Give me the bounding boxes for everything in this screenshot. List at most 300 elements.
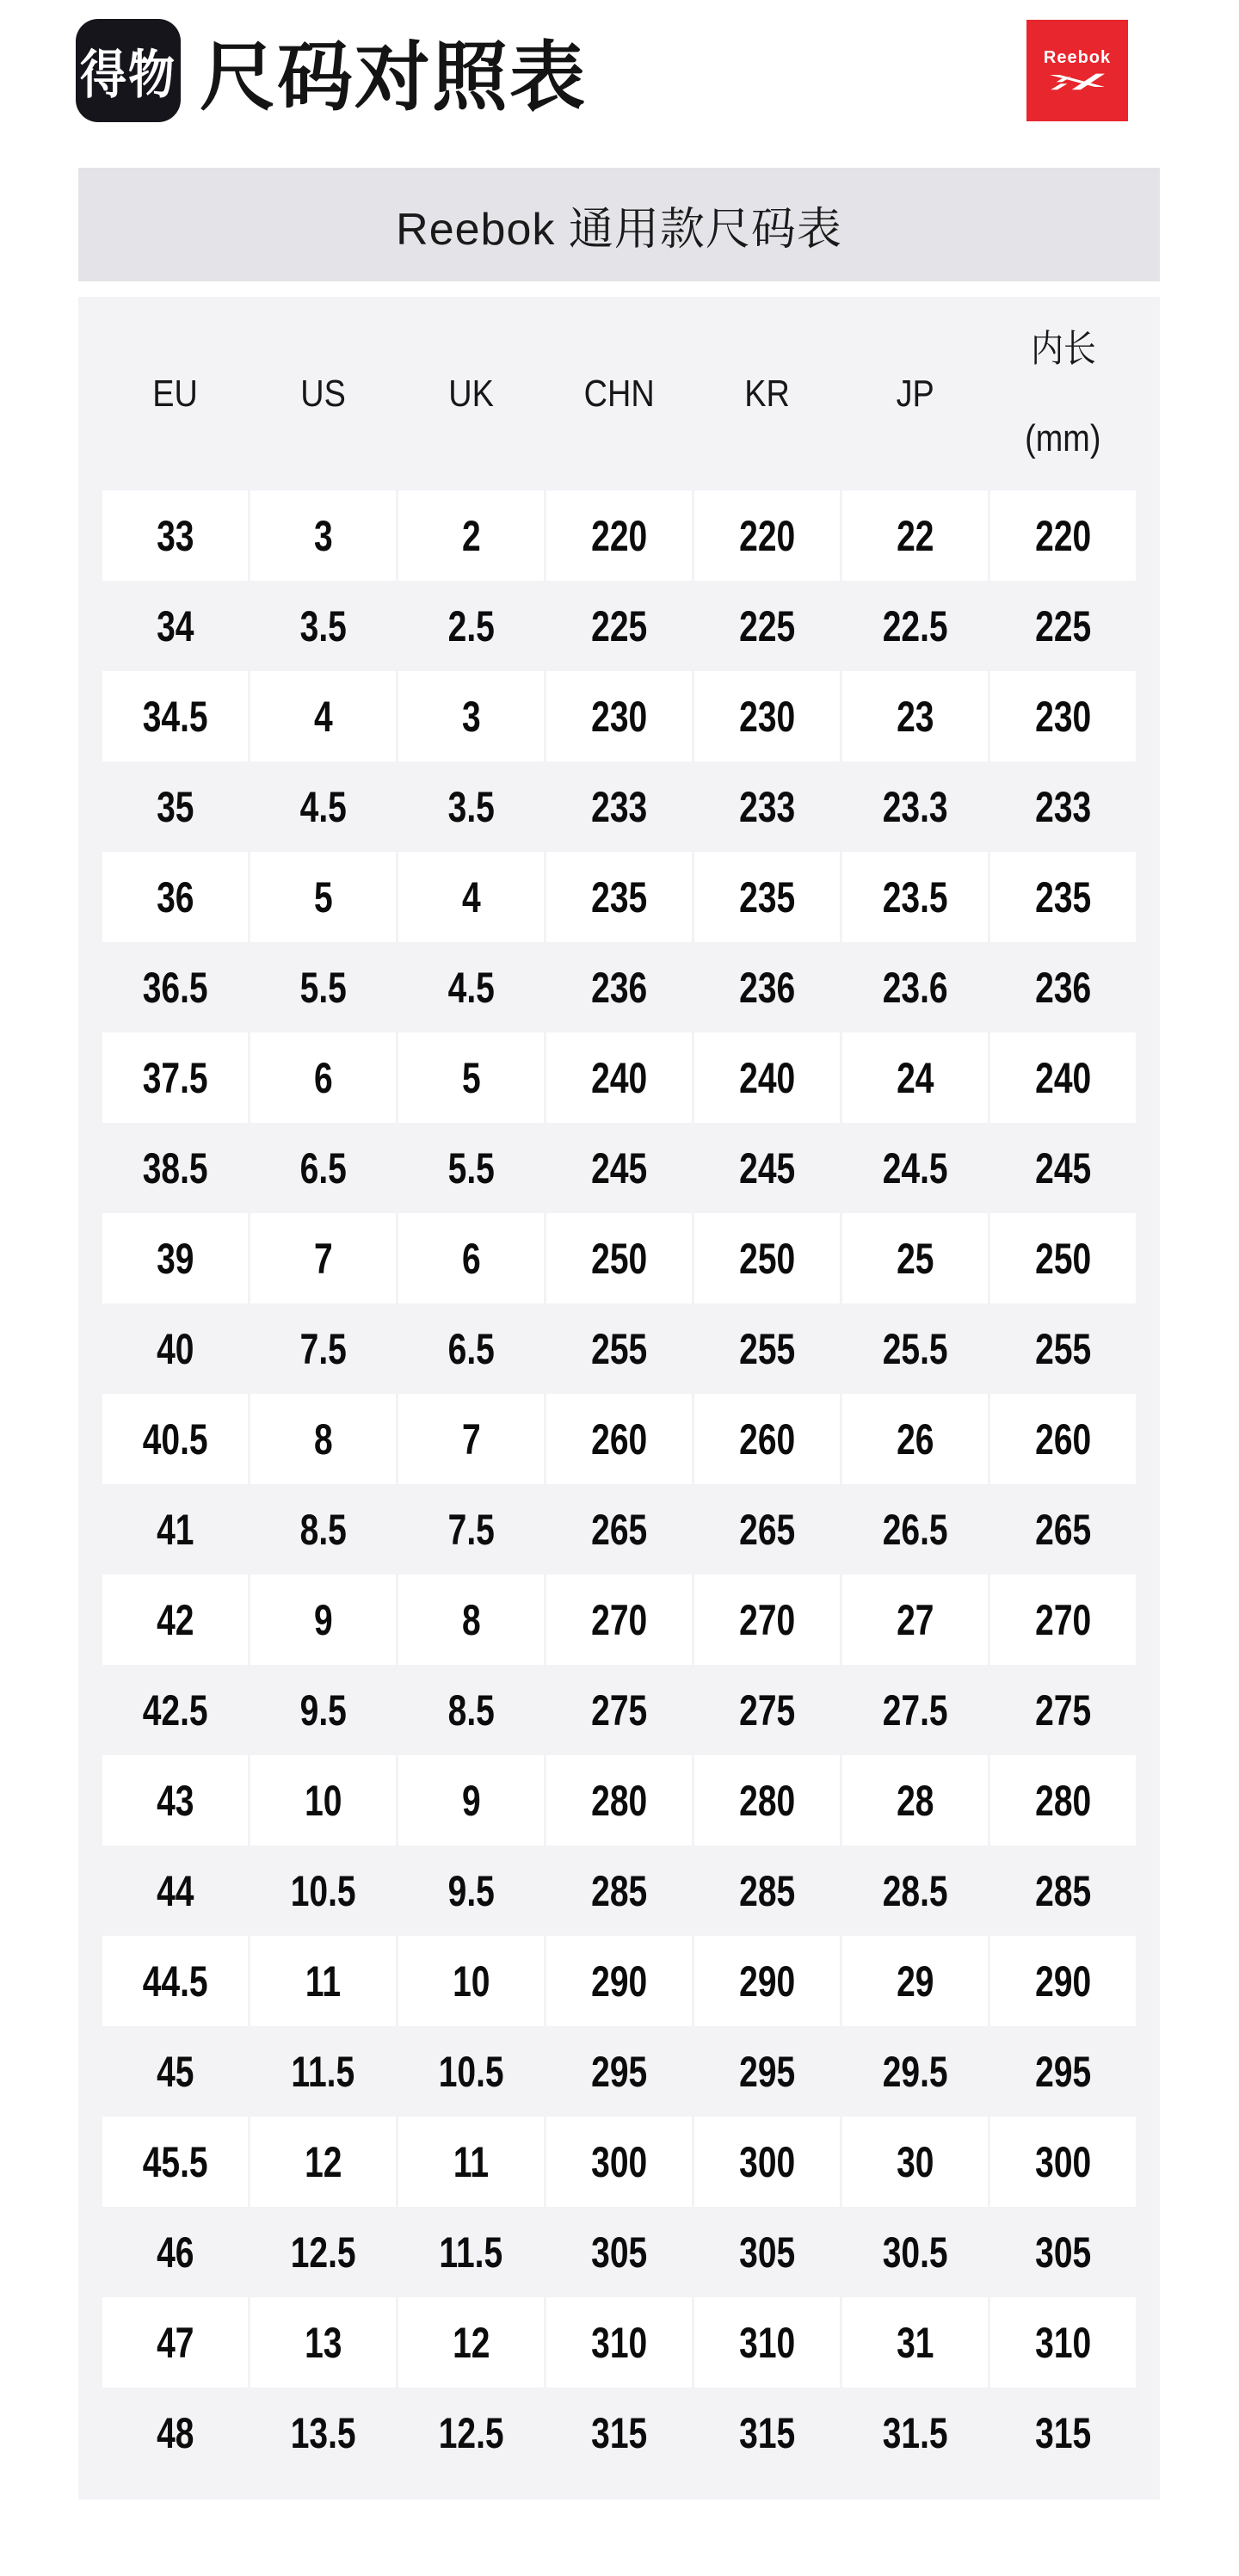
table-row <box>78 2207 1160 2297</box>
table-row <box>78 1123 1160 1213</box>
table-cell <box>398 1032 544 1123</box>
cell-value: 270 <box>590 1595 648 1644</box>
cell-value: 47 <box>156 2318 194 2367</box>
table-row <box>78 1575 1160 1665</box>
cell-value: 4.5 <box>299 782 347 831</box>
table-row <box>78 1303 1160 1394</box>
table-row <box>78 1665 1160 1755</box>
table-cell <box>250 2026 396 2117</box>
cell-value: 25 <box>896 1234 934 1283</box>
table-cell <box>694 1123 840 1213</box>
dewu-logo <box>76 19 181 122</box>
table-cell <box>250 2117 396 2207</box>
table-cell <box>694 1846 840 1936</box>
cell-value: 28.5 <box>882 1866 948 1915</box>
header-label: UK <box>448 372 494 415</box>
cell-value: 3.5 <box>299 601 347 650</box>
table-cell <box>990 761 1136 852</box>
cell-value: 300 <box>590 2137 648 2186</box>
table-cell <box>102 1213 248 1303</box>
table-cell <box>990 490 1136 581</box>
table-cell <box>842 852 988 942</box>
table-cell <box>694 942 840 1032</box>
cell-value: 220 <box>590 511 648 560</box>
table-cell <box>398 1213 544 1303</box>
cell-value: 6 <box>313 1053 333 1102</box>
table-cell <box>990 942 1136 1032</box>
cell-value: 310 <box>738 2318 796 2367</box>
table-cell <box>842 761 988 852</box>
table-cell <box>546 1123 692 1213</box>
table-cell <box>250 1665 396 1755</box>
cell-value: 4 <box>313 692 333 741</box>
table-cell <box>990 1303 1136 1394</box>
cell-value: 45.5 <box>142 2137 208 2186</box>
table-cell <box>546 1484 692 1575</box>
cell-value: 30 <box>896 2137 934 2186</box>
reebok-logo <box>1026 20 1128 121</box>
table-cell <box>694 2026 840 2117</box>
cell-value: 45 <box>156 2047 194 2096</box>
table-cell <box>546 1755 692 1846</box>
cell-value: 235 <box>1034 872 1092 921</box>
cell-value: 9.5 <box>447 1866 495 1915</box>
table-title: Reebok 通用款尺码表 <box>396 204 842 255</box>
table-cell <box>546 490 692 581</box>
header-label: 内长 <box>1030 327 1096 370</box>
cell-value: 42 <box>156 1595 194 1644</box>
cell-value: 24.5 <box>882 1143 948 1192</box>
table-cell <box>250 942 396 1032</box>
table-cell <box>250 1213 396 1303</box>
table-cell <box>250 2388 396 2478</box>
cell-value: 13.5 <box>290 2408 356 2457</box>
cell-value: 230 <box>590 692 648 741</box>
cell-value: 24 <box>896 1053 934 1102</box>
table-cell <box>250 2297 396 2388</box>
table-cell <box>398 761 544 852</box>
cell-value: 2 <box>461 511 481 560</box>
table-cell <box>250 1484 396 1575</box>
cell-value: 43 <box>156 1776 194 1825</box>
cell-value: 11.5 <box>439 2228 503 2277</box>
cell-value: 310 <box>1034 2318 1092 2367</box>
table-cell <box>250 1575 396 1665</box>
cell-value: 11 <box>453 2137 490 2186</box>
size-table <box>78 297 1160 2499</box>
cell-value: 10 <box>452 1957 490 2006</box>
table-cell <box>990 2026 1136 2117</box>
header-cell <box>990 305 1136 484</box>
table-row <box>78 852 1160 942</box>
table-cell <box>842 671 988 761</box>
cell-value: 29 <box>896 1957 934 2006</box>
table-cell <box>102 1846 248 1936</box>
cell-value: 240 <box>1034 1053 1092 1102</box>
table-cell <box>842 490 988 581</box>
cell-value: 3 <box>313 511 333 560</box>
cell-value: 233 <box>1034 782 1092 831</box>
table-cell <box>546 2297 692 2388</box>
table-cell <box>250 1846 396 1936</box>
table-cell <box>398 490 544 581</box>
cell-value: 220 <box>738 511 796 560</box>
table-cell <box>990 1484 1136 1575</box>
cell-value: 46 <box>156 2228 194 2277</box>
table-cell <box>546 1394 692 1484</box>
table-row <box>78 2026 1160 2117</box>
cell-value: 10.5 <box>438 2047 504 2096</box>
cell-value: 250 <box>738 1234 796 1283</box>
table-cell <box>990 2388 1136 2478</box>
cell-value: 12.5 <box>438 2408 504 2457</box>
cell-value: 220 <box>1034 511 1092 560</box>
dewu-logo-text: 得物 <box>80 46 176 104</box>
table-cell <box>102 761 248 852</box>
cell-value: 245 <box>1034 1143 1092 1192</box>
table-cell <box>842 1213 988 1303</box>
cell-value: 300 <box>738 2137 796 2186</box>
table-cell <box>102 1936 248 2026</box>
header-label: JP <box>896 372 934 415</box>
table-cell <box>102 1032 248 1123</box>
table-cell <box>398 2117 544 2207</box>
table-cell <box>250 1303 396 1394</box>
cell-value: 23.5 <box>882 872 948 921</box>
cell-value: 7 <box>313 1234 333 1283</box>
cell-value: 48 <box>156 2408 194 2457</box>
cell-value: 6 <box>461 1234 481 1283</box>
cell-value: 23.6 <box>882 963 948 1012</box>
table-cell <box>546 1213 692 1303</box>
cell-value: 5 <box>313 872 333 921</box>
cell-value: 36.5 <box>142 963 208 1012</box>
table-cell <box>546 2117 692 2207</box>
table-cell <box>990 1755 1136 1846</box>
cell-value: 260 <box>1034 1414 1092 1464</box>
table-cell <box>546 1303 692 1394</box>
table-cell <box>398 1484 544 1575</box>
cell-value: 305 <box>590 2228 648 2277</box>
cell-value: 280 <box>738 1776 796 1825</box>
cell-value: 40 <box>156 1324 194 1373</box>
table-cell <box>694 852 840 942</box>
table-cell <box>990 1846 1136 1936</box>
cell-value: 31 <box>896 2318 934 2367</box>
cell-value: 315 <box>590 2408 648 2457</box>
table-cell <box>842 1123 988 1213</box>
cell-value: 270 <box>1034 1595 1092 1644</box>
table-cell <box>102 2117 248 2207</box>
table-title-bar <box>78 168 1160 281</box>
table-cell <box>694 2207 840 2297</box>
cell-value: 3.5 <box>447 782 495 831</box>
table-cell <box>694 1394 840 1484</box>
cell-value: 34.5 <box>142 692 208 741</box>
cell-value: 23.3 <box>882 782 948 831</box>
table-cell <box>546 942 692 1032</box>
cell-value: 12 <box>452 2318 490 2367</box>
table-cell <box>842 1575 988 1665</box>
cell-value: 11 <box>305 1957 342 2006</box>
cell-value: 10.5 <box>290 1866 356 1915</box>
cell-value: 27 <box>896 1595 934 1644</box>
table-cell <box>842 2026 988 2117</box>
header-cell <box>842 349 988 439</box>
cell-value: 8.5 <box>447 1685 495 1735</box>
cell-value: 44 <box>156 1866 194 1915</box>
table-cell <box>398 581 544 671</box>
table-cell <box>990 1394 1136 1484</box>
cell-value: 295 <box>590 2047 648 2096</box>
table-cell <box>250 761 396 852</box>
table-cell <box>398 2297 544 2388</box>
cell-value: 295 <box>738 2047 796 2096</box>
table-cell <box>990 2117 1136 2207</box>
cell-value: 285 <box>590 1866 648 1915</box>
cell-value: 265 <box>1034 1505 1092 1554</box>
cell-value: 230 <box>738 692 796 741</box>
cell-value: 270 <box>738 1595 796 1644</box>
table-cell <box>546 761 692 852</box>
cell-value: 245 <box>738 1143 796 1192</box>
table-cell <box>398 1394 544 1484</box>
header-label: CHN <box>583 372 655 415</box>
table-cell <box>250 671 396 761</box>
table-cell <box>398 671 544 761</box>
table-cell <box>694 1575 840 1665</box>
table-row <box>78 1484 1160 1575</box>
cell-value: 5 <box>461 1053 481 1102</box>
cell-value: 280 <box>1034 1776 1092 1825</box>
table-row <box>78 490 1160 581</box>
table-cell <box>102 2207 248 2297</box>
header-cell <box>250 349 396 439</box>
table-cell <box>102 671 248 761</box>
table-cell <box>842 2117 988 2207</box>
cell-value: 35 <box>156 782 194 831</box>
table-cell <box>398 1936 544 2026</box>
table-cell <box>990 1575 1136 1665</box>
table-cell <box>546 581 692 671</box>
table-cell <box>398 2026 544 2117</box>
table-cell <box>694 1032 840 1123</box>
table-cell <box>250 581 396 671</box>
header-cell <box>398 349 544 439</box>
table-cell <box>694 581 840 671</box>
table-cell <box>102 1755 248 1846</box>
table-cell <box>250 2207 396 2297</box>
table-row <box>78 581 1160 671</box>
table-cell <box>694 1484 840 1575</box>
table-cell <box>102 852 248 942</box>
table-cell <box>250 1394 396 1484</box>
header-label: EU <box>152 372 198 415</box>
table-cell <box>842 2297 988 2388</box>
cell-value: 245 <box>590 1143 648 1192</box>
table-cell <box>102 942 248 1032</box>
header-cell <box>694 349 840 439</box>
table-cell <box>102 1303 248 1394</box>
table-row <box>78 1755 1160 1846</box>
cell-value: 7.5 <box>447 1505 495 1554</box>
cell-value: 305 <box>738 2228 796 2277</box>
table-cell <box>990 1123 1136 1213</box>
table-cell <box>398 1665 544 1755</box>
cell-value: 265 <box>590 1505 648 1554</box>
table-cell <box>990 1665 1136 1755</box>
reebok-vector-icon <box>1050 70 1105 92</box>
table-cell <box>990 852 1136 942</box>
cell-value: 39 <box>156 1234 194 1283</box>
table-cell <box>990 671 1136 761</box>
cell-value: 2.5 <box>447 601 495 650</box>
cell-value: 250 <box>1034 1234 1092 1283</box>
cell-value: 9 <box>313 1595 333 1644</box>
table-cell <box>694 671 840 761</box>
cell-value: 240 <box>738 1053 796 1102</box>
page-title: 尺码对照表 <box>200 34 588 120</box>
cell-value: 30.5 <box>882 2228 948 2277</box>
table-cell <box>250 852 396 942</box>
table-cell <box>546 1575 692 1665</box>
cell-value: 37.5 <box>142 1053 208 1102</box>
cell-value: 255 <box>738 1324 796 1373</box>
cell-value: 265 <box>738 1505 796 1554</box>
table-cell <box>842 581 988 671</box>
table-cell <box>546 852 692 942</box>
cell-value: 27.5 <box>882 1685 948 1735</box>
cell-value: 236 <box>590 963 648 1012</box>
table-cell <box>842 1665 988 1755</box>
table-cell <box>694 1665 840 1755</box>
reebok-wordmark: Reebok <box>1043 48 1112 67</box>
table-cell <box>546 1032 692 1123</box>
table-cell <box>398 1755 544 1846</box>
cell-value: 310 <box>590 2318 648 2367</box>
cell-value: 285 <box>1034 1866 1092 1915</box>
cell-value: 33 <box>156 511 194 560</box>
table-cell <box>694 1213 840 1303</box>
cell-value: 290 <box>1034 1957 1092 2006</box>
table-cell <box>842 1303 988 1394</box>
table-cell <box>398 852 544 942</box>
cell-value: 275 <box>738 1685 796 1735</box>
cell-value: 41 <box>156 1505 194 1554</box>
cell-value: 11.5 <box>291 2047 355 2096</box>
table-cell <box>398 1123 544 1213</box>
table-cell <box>102 1123 248 1213</box>
table-cell <box>694 2297 840 2388</box>
table-cell <box>842 1846 988 1936</box>
table-cell <box>546 2388 692 2478</box>
cell-value: 10 <box>304 1776 342 1825</box>
table-row <box>78 942 1160 1032</box>
cell-value: 240 <box>590 1053 648 1102</box>
cell-value: 3 <box>461 692 481 741</box>
table-cell <box>102 2297 248 2388</box>
cell-value: 236 <box>1034 963 1092 1012</box>
header-sublabel: (mm) <box>1025 416 1101 459</box>
cell-value: 230 <box>1034 692 1092 741</box>
table-cell <box>102 2388 248 2478</box>
table-cell <box>102 1665 248 1755</box>
table-cell <box>398 2207 544 2297</box>
cell-value: 250 <box>590 1234 648 1283</box>
cell-value: 13 <box>304 2318 342 2367</box>
cell-value: 6.5 <box>447 1324 495 1373</box>
table-cell <box>250 1755 396 1846</box>
cell-value: 36 <box>156 872 194 921</box>
table-cell <box>694 2117 840 2207</box>
cell-value: 260 <box>590 1414 648 1464</box>
cell-value: 42.5 <box>142 1685 208 1735</box>
table-row <box>78 1213 1160 1303</box>
table-cell <box>842 1394 988 1484</box>
table-row <box>78 1846 1160 1936</box>
cell-value: 315 <box>738 2408 796 2457</box>
app-header <box>76 19 587 122</box>
cell-value: 4.5 <box>447 963 495 1012</box>
cell-value: 28 <box>896 1776 934 1825</box>
cell-value: 44.5 <box>142 1957 208 2006</box>
table-cell <box>694 1755 840 1846</box>
header-cell <box>546 349 692 439</box>
table-cell <box>842 2388 988 2478</box>
table-cell <box>694 1303 840 1394</box>
cell-value: 6.5 <box>299 1143 347 1192</box>
cell-value: 26.5 <box>882 1505 948 1554</box>
table-cell <box>842 1755 988 1846</box>
cell-value: 5.5 <box>299 963 347 1012</box>
cell-value: 31.5 <box>882 2408 948 2457</box>
cell-value: 23 <box>896 692 934 741</box>
cell-value: 225 <box>1034 601 1092 650</box>
table-cell <box>546 1665 692 1755</box>
table-cell <box>398 1846 544 1936</box>
table-cell <box>102 1394 248 1484</box>
table-cell <box>694 1936 840 2026</box>
cell-value: 8 <box>461 1595 481 1644</box>
cell-value: 290 <box>738 1957 796 2006</box>
cell-value: 295 <box>1034 2047 1092 2096</box>
cell-value: 22 <box>896 511 934 560</box>
cell-value: 285 <box>738 1866 796 1915</box>
table-cell <box>842 942 988 1032</box>
table-cell <box>398 1303 544 1394</box>
cell-value: 275 <box>590 1685 648 1735</box>
table-cell <box>546 2207 692 2297</box>
table-cell <box>546 1846 692 1936</box>
table-cell <box>250 1123 396 1213</box>
table-cell <box>102 581 248 671</box>
table-cell <box>694 761 840 852</box>
size-table-body <box>78 490 1160 2478</box>
cell-value: 236 <box>738 963 796 1012</box>
table-row <box>78 671 1160 761</box>
table-cell <box>990 1213 1136 1303</box>
table-cell <box>694 2388 840 2478</box>
cell-value: 280 <box>590 1776 648 1825</box>
cell-value: 9.5 <box>299 1685 347 1735</box>
cell-value: 8 <box>313 1414 333 1464</box>
table-cell <box>102 1575 248 1665</box>
cell-value: 7 <box>461 1414 481 1464</box>
table-cell <box>102 1484 248 1575</box>
cell-value: 315 <box>1034 2408 1092 2457</box>
table-header-row <box>78 297 1160 490</box>
cell-value: 225 <box>738 601 796 650</box>
